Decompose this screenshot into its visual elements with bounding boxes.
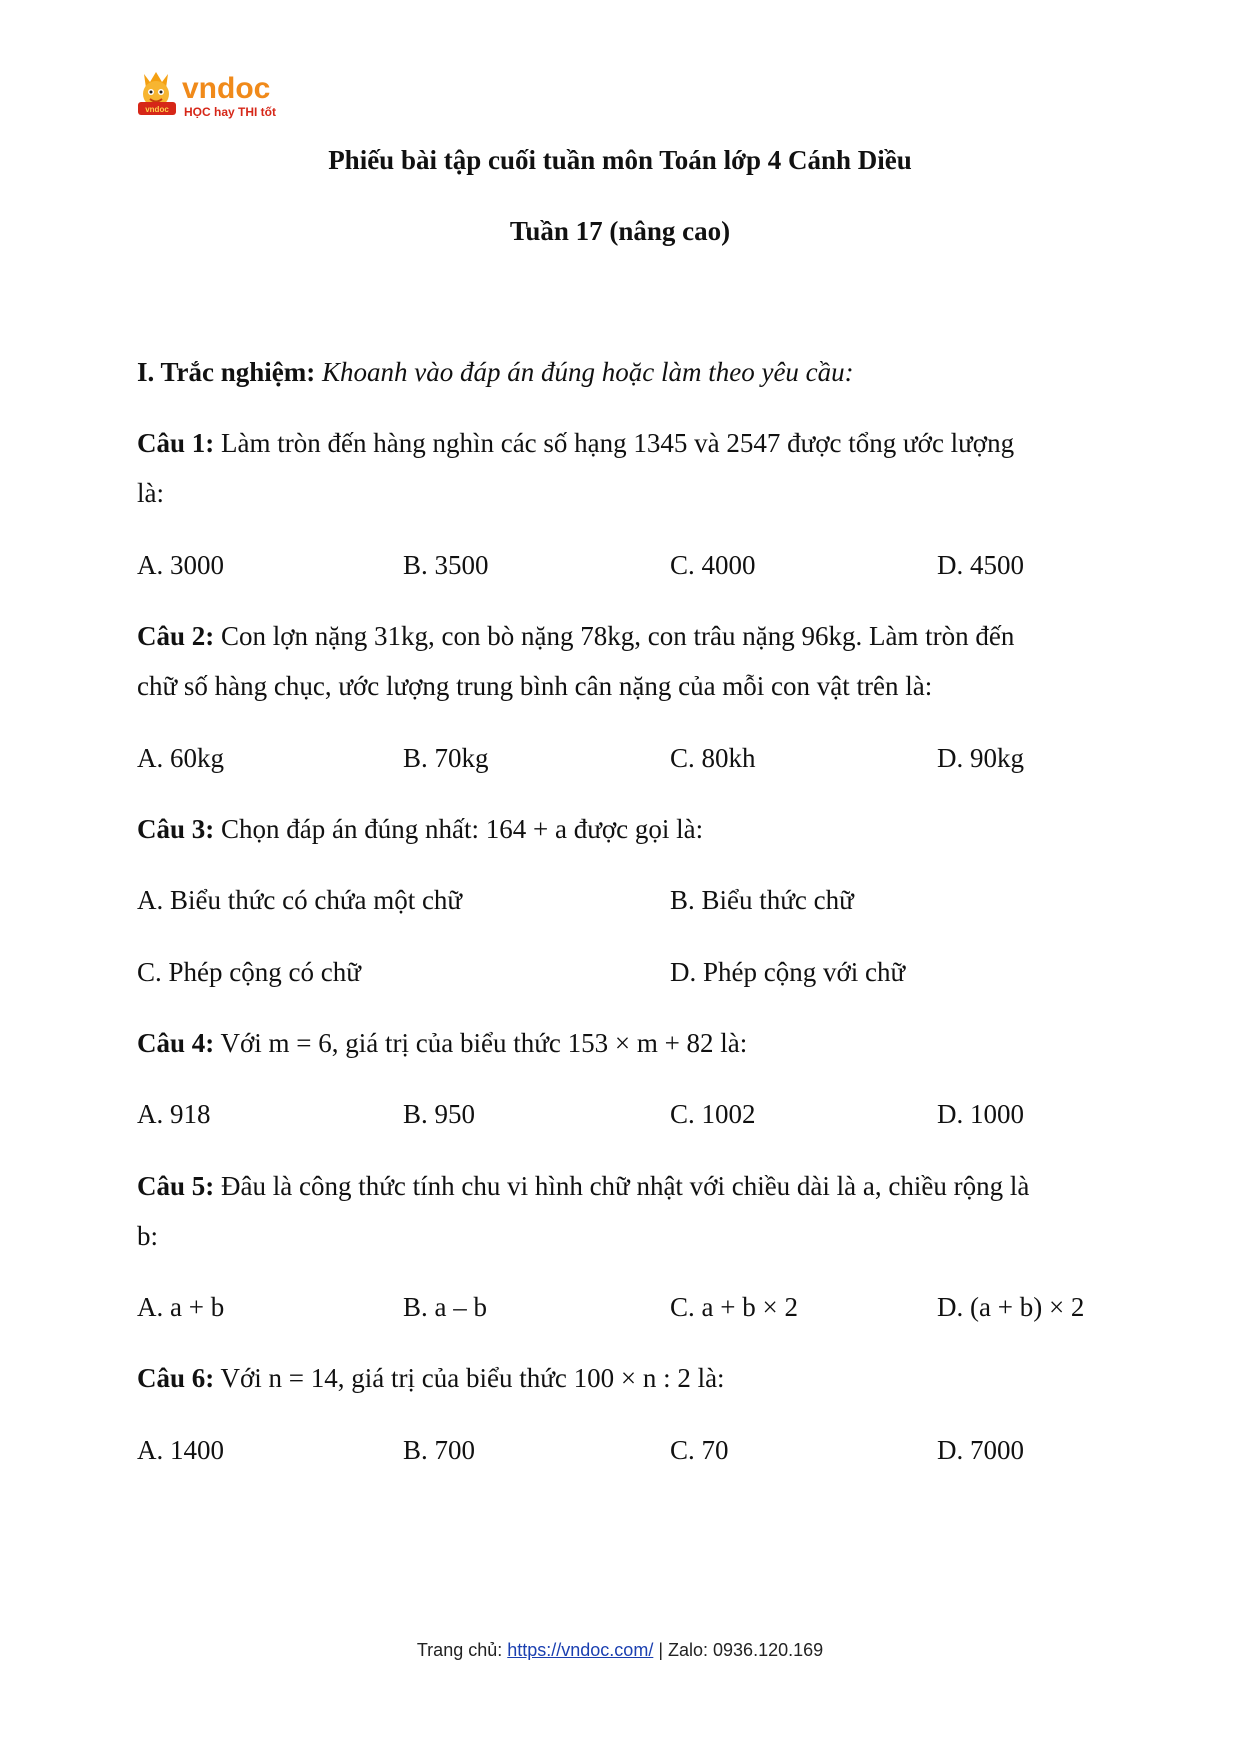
badge-text: vndoc <box>145 105 169 114</box>
page-footer <box>0 1640 1240 1661</box>
section-heading <box>137 357 854 388</box>
question-label: Câu 5: <box>137 1171 215 1201</box>
option-d[interactable]: D. 7000 <box>937 1435 1024 1465</box>
option-b[interactable]: B. 700 <box>403 1435 476 1465</box>
option-c[interactable]: C. a + b × 2 <box>670 1292 798 1322</box>
option-c[interactable]: C. 4000 <box>670 550 756 580</box>
option-b[interactable]: B. a – b <box>403 1292 487 1322</box>
option-b[interactable]: B. 950 <box>403 1099 476 1129</box>
option-b[interactable]: B. 3500 <box>403 550 489 580</box>
question-6 <box>137 1363 725 1394</box>
question-text: Với n = 14, giá trị của biểu thức 100 × n : 2 là: <box>220 1363 725 1393</box>
footer-prefix: Trang chủ: <box>416 1640 508 1660</box>
option-d[interactable]: D. 1000 <box>937 1099 1024 1129</box>
option-a[interactable]: A. 60kg <box>137 743 224 773</box>
option-a[interactable]: A. 1400 <box>137 1435 224 1465</box>
question-3 <box>137 814 703 845</box>
question-5 <box>137 1171 1029 1202</box>
homepage-link[interactable]: https://vndoc.com/ <box>507 1640 654 1660</box>
question-label: Câu 2: <box>137 621 215 651</box>
vndoc-logo <box>136 66 296 124</box>
footer-contact: | Zalo: 0936.120.169 <box>653 1640 824 1660</box>
option-a[interactable]: A. 3000 <box>137 550 224 580</box>
question-text: Chọn đáp án đúng nhất: 164 + a được gọi là: <box>221 814 704 844</box>
question-text: Với m = 6, giá trị của biểu thức 153 × m + 82 là: <box>220 1028 748 1058</box>
option-c[interactable]: C. 1002 <box>670 1099 756 1129</box>
question-text: Đâu là công thức tính chu vi hình chữ nhật với chiều dài là a, chiều rộng là <box>221 1171 1030 1201</box>
option-a[interactable]: A. 918 <box>137 1099 211 1129</box>
option-b[interactable]: B. 70kg <box>403 743 489 773</box>
option-c[interactable]: C. 80kh <box>670 743 756 773</box>
tagline: HỌC hay THI tốt <box>184 105 276 119</box>
question-text-cont: b: <box>137 1221 159 1251</box>
page-title: Phiếu bài tập cuối tuần môn Toán lớp 4 Cánh Diều <box>328 145 912 175</box>
option-d[interactable]: D. (a + b) × 2 <box>937 1292 1085 1322</box>
question-text-cont: chữ số hàng chục, ước lượng trung bình cân nặng của mỗi con vật trên là: <box>137 671 933 701</box>
question-label: Câu 3: <box>137 814 215 844</box>
option-d[interactable]: D. Phép cộng với chữ <box>670 957 906 987</box>
option-b[interactable]: B. Biểu thức chữ <box>670 885 854 915</box>
option-d[interactable]: D. 4500 <box>937 550 1024 580</box>
question-4 <box>137 1028 747 1059</box>
brand-wordmark: vndoc <box>182 72 271 105</box>
section-instruction: Khoanh vào đáp án đúng hoặc làm theo yêu cầu: <box>322 357 854 387</box>
question-text-cont: là: <box>137 478 164 508</box>
option-a[interactable]: A. a + b <box>137 1292 225 1322</box>
question-1 <box>137 428 1014 459</box>
section-label: I. Trắc nghiệm: <box>137 357 316 387</box>
option-c[interactable]: C. 70 <box>670 1435 729 1465</box>
question-label: Câu 6: <box>137 1363 215 1393</box>
question-label: Câu 4: <box>137 1028 215 1058</box>
option-a[interactable]: A. Biểu thức có chứa một chữ <box>137 885 463 915</box>
page-subtitle: Tuần 17 (nâng cao) <box>509 216 731 246</box>
option-c[interactable]: C. Phép cộng có chữ <box>137 957 361 987</box>
question-label: Câu 1: <box>137 428 215 458</box>
question-2 <box>137 621 1014 652</box>
question-text: Làm tròn đến hàng nghìn các số hạng 1345 và 2547 được tổng ước lượng <box>221 428 1015 458</box>
question-text: Con lợn nặng 31kg, con bò nặng 78kg, con trâu nặng 96kg. Làm tròn đến <box>221 621 1015 651</box>
option-d[interactable]: D. 90kg <box>937 743 1024 773</box>
